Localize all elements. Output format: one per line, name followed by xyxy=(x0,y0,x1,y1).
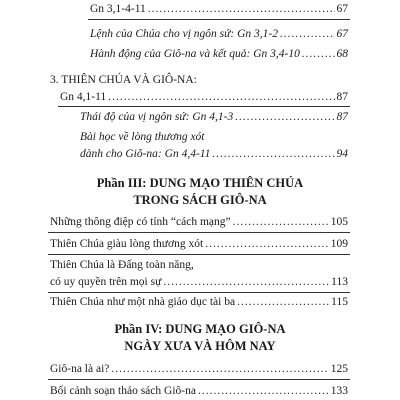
toc-entry-page: 67 xyxy=(336,3,348,15)
divider xyxy=(48,379,350,380)
toc-entry-title: Thái độ của vị ngôn sứ: Gn 4,1-3 xyxy=(80,111,234,123)
leader-dots xyxy=(280,27,334,41)
toc-entry-page: 94 xyxy=(336,148,348,160)
toc-entry xyxy=(50,275,348,289)
toc-entry-page: 87 xyxy=(336,91,348,103)
toc-entry-title: Giô-na là ai? xyxy=(50,363,110,375)
toc-entry xyxy=(50,384,348,398)
toc-entry-title: Bối cảnh soạn thảo sách Giô-na xyxy=(50,385,196,397)
leader-dots xyxy=(237,295,329,309)
toc-entry-page: 113 xyxy=(331,276,348,288)
toc-entry xyxy=(90,2,348,16)
toc-entry-page: 109 xyxy=(330,238,348,250)
part-heading-line2: TRONG SÁCH GIÔ-NA xyxy=(133,193,267,207)
toc-entry-title: Những thông điệp có tính “cách mạng” xyxy=(50,216,231,228)
toc-entry xyxy=(90,27,348,41)
toc-entry-page: 67 xyxy=(336,28,348,40)
section-heading: 3. THIÊN CHÚA VÀ GIÔ-NA: xyxy=(50,74,197,86)
part-heading xyxy=(0,176,400,191)
part-heading xyxy=(0,339,400,354)
toc-entry xyxy=(50,237,348,251)
leader-dots xyxy=(148,2,335,16)
divider xyxy=(48,232,350,233)
leader-dots xyxy=(233,215,329,229)
toc-entry xyxy=(50,362,348,376)
toc-entry xyxy=(60,90,348,104)
toc-entry-title: Thiên Chúa giàu lòng thương xót xyxy=(50,238,204,250)
leader-dots xyxy=(108,90,334,104)
leader-dots xyxy=(205,237,329,251)
divider xyxy=(48,292,350,293)
toc-entry-title: dành cho Giô-na: Gn 4,4-11 xyxy=(80,148,211,160)
toc-entry xyxy=(50,215,348,229)
leader-dots xyxy=(163,275,329,289)
part-heading-line2: NGÀY XƯA VÀ HÔM NAY xyxy=(124,339,276,353)
toc-entry-page: 125 xyxy=(330,363,348,375)
divider xyxy=(58,106,350,107)
toc-entry-title: có uy quyền trên mọi sự xyxy=(50,276,162,288)
part-heading xyxy=(0,193,400,208)
toc-entry-title: Gn 3,1-4-11 xyxy=(90,3,146,15)
toc-entry xyxy=(80,110,348,124)
part-heading-line1: Phần IV: DUNG MẠO GIÔ-NA xyxy=(114,322,286,336)
toc-entry-page: 133 xyxy=(330,385,348,397)
divider xyxy=(88,19,350,20)
toc-entry-title: Thiên Chúa là Đấng toàn năng, xyxy=(50,259,194,271)
toc-entry-title: Thiên Chúa như một nhà giáo dục tài ba xyxy=(50,296,236,308)
leader-dots xyxy=(198,384,329,398)
leader-dots xyxy=(302,47,335,61)
leader-dots xyxy=(235,110,334,124)
toc-entry-page: 105 xyxy=(330,216,348,228)
part-heading xyxy=(0,322,400,337)
leader-dots xyxy=(111,362,328,376)
toc-entry xyxy=(80,147,348,161)
leader-dots xyxy=(212,147,334,161)
toc-entry-title: Bài học về lòng thương xót xyxy=(80,131,205,143)
toc-entry xyxy=(50,295,348,309)
toc-entry-title: Gn 4,1-11 xyxy=(60,91,107,103)
part-heading-line1: Phần III: DUNG MẠO THIÊN CHÚA xyxy=(96,176,304,190)
toc-entry-page: 87 xyxy=(336,111,348,123)
divider xyxy=(48,254,350,255)
toc-entry xyxy=(90,47,348,61)
toc-entry-page: 115 xyxy=(331,296,348,308)
toc-entry-title: Hành động của Giô-na và kết quả: Gn 3,4-10 xyxy=(90,48,300,60)
toc-entry-title: Lệnh của Chúa cho vị ngôn sứ: Gn 3,1-2 xyxy=(90,28,279,40)
toc-entry-page: 68 xyxy=(336,48,348,60)
